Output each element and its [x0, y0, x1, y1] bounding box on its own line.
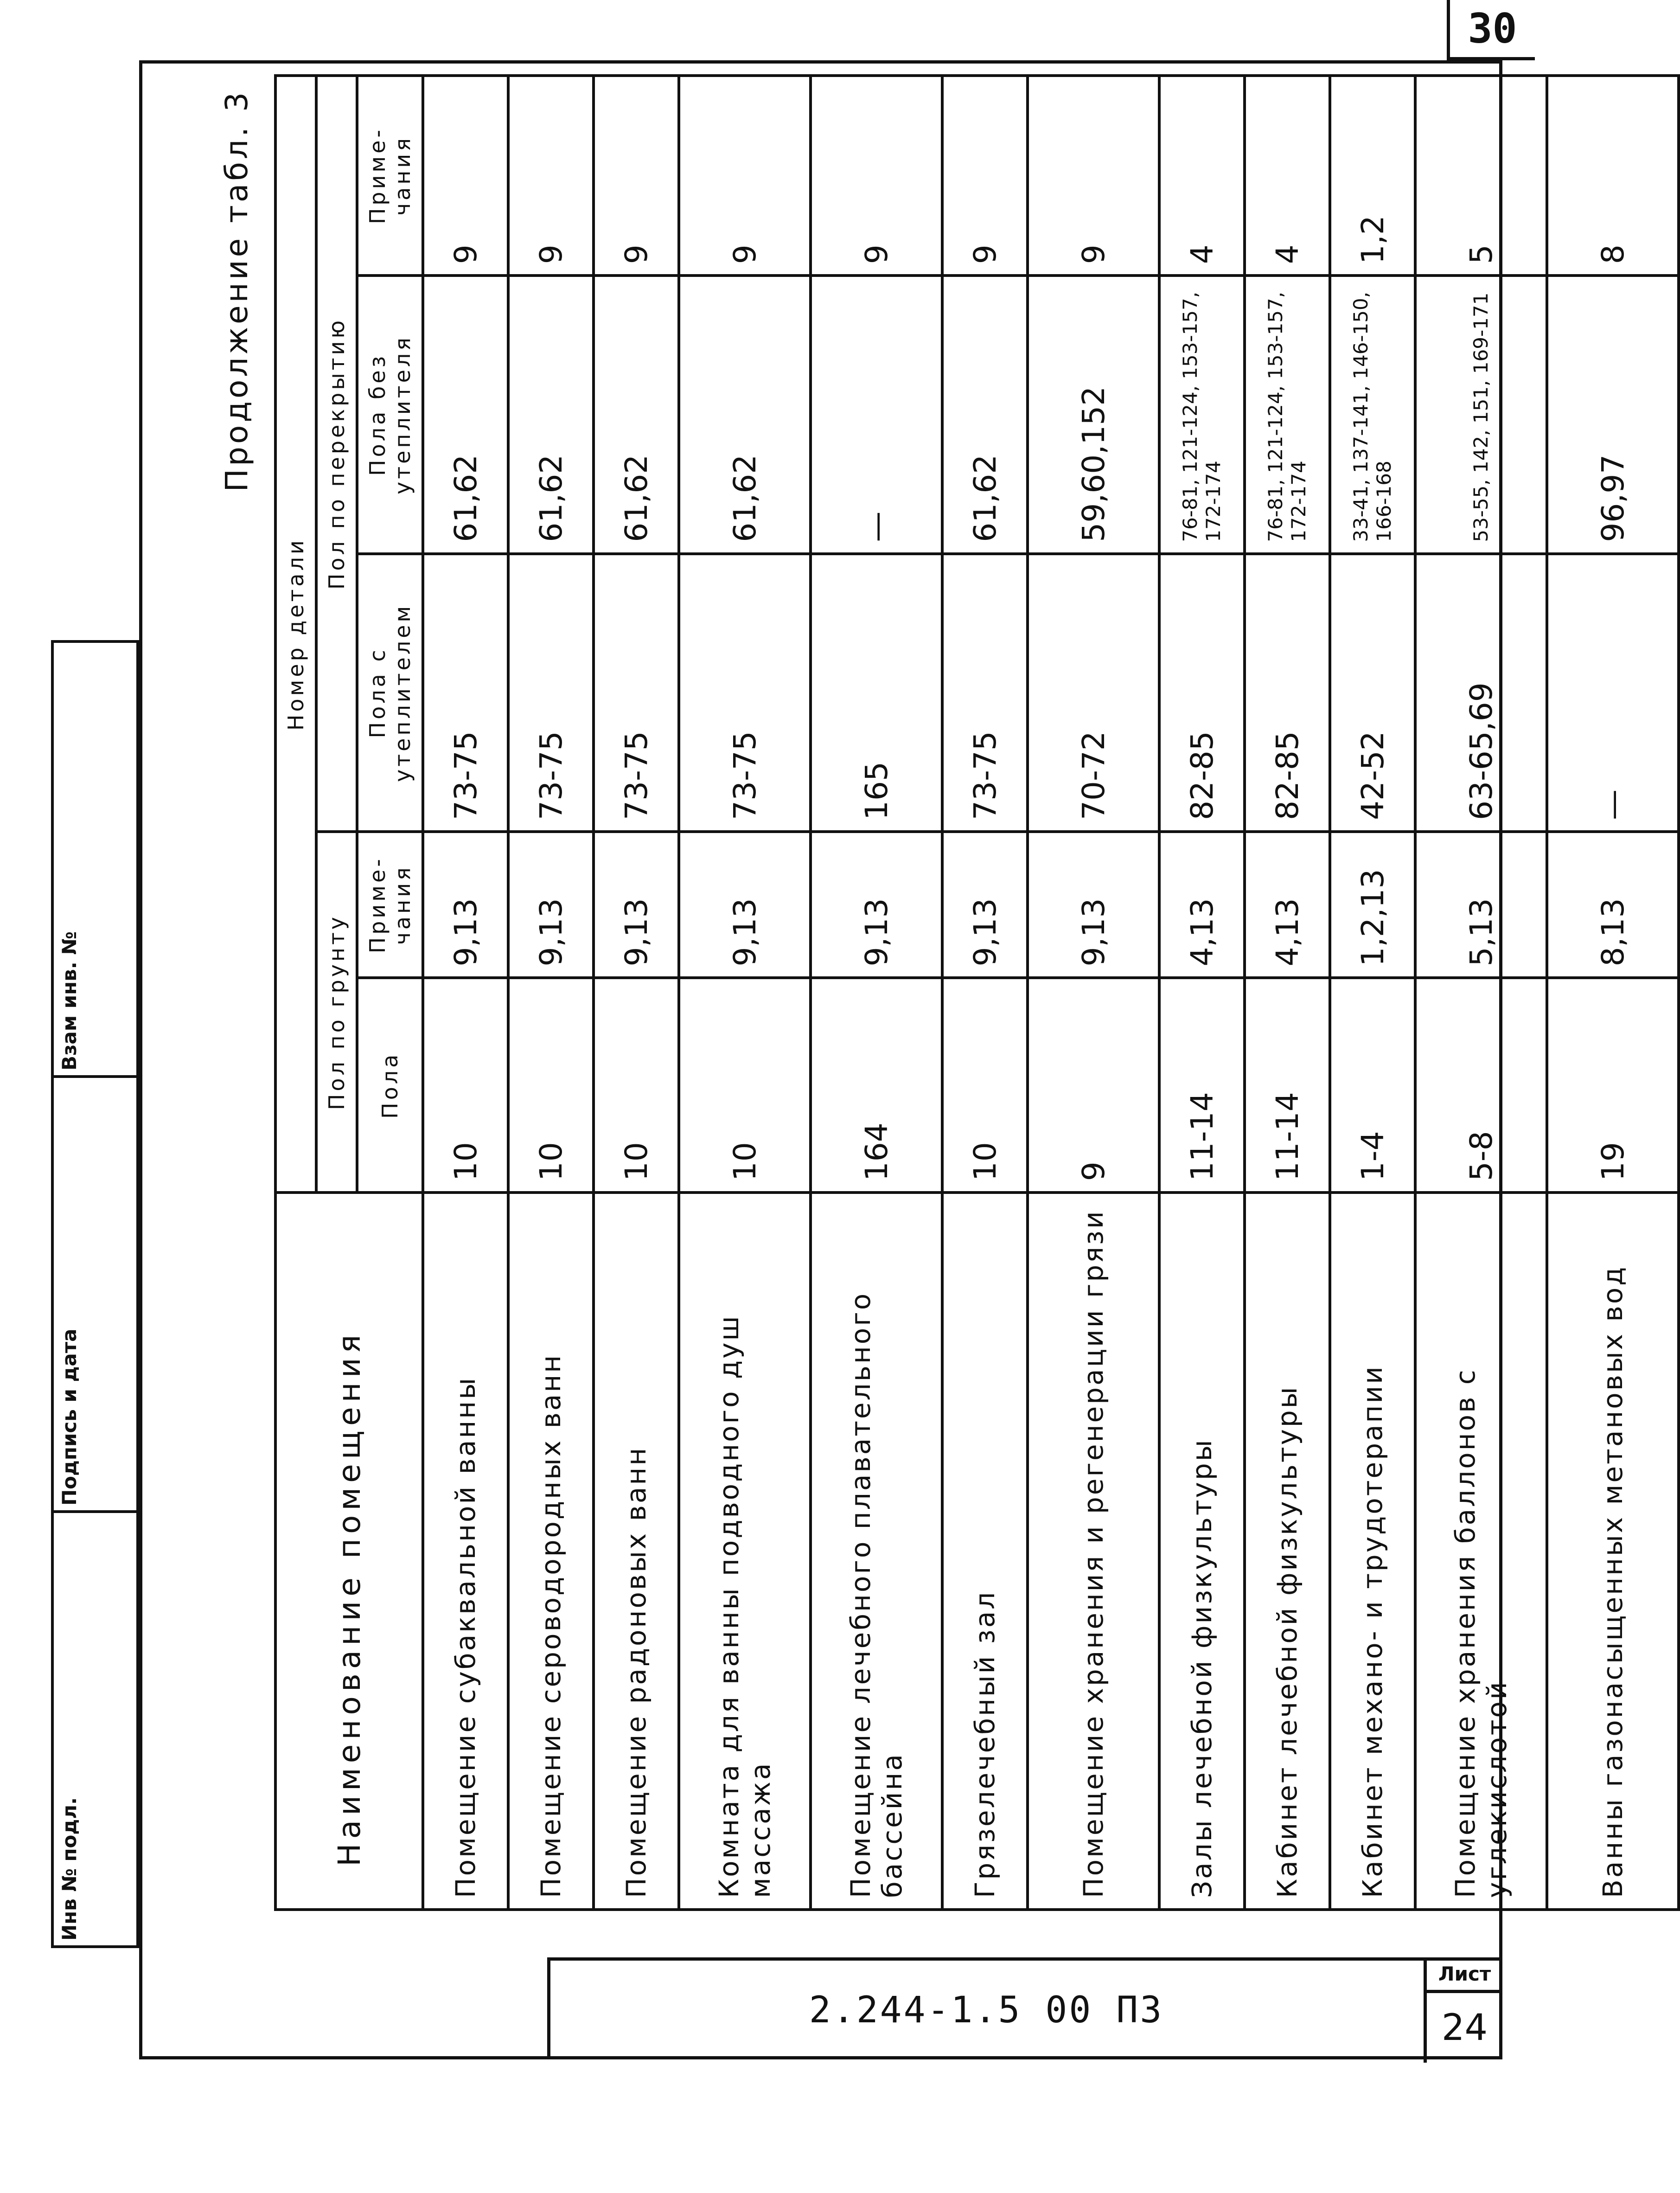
grunt-pola: 5-8 [1415, 978, 1547, 1193]
header-name: Наименование помещения [275, 1193, 423, 1910]
grunt-prim: 9,13 [594, 832, 679, 978]
bez-uteplitelya: 61,62 [423, 276, 508, 553]
grunt-prim: 9,13 [942, 832, 1028, 978]
table-row [1330, 76, 1415, 1910]
s-uteplitelem: 82-85 [1245, 554, 1330, 832]
grunt-pola: 10 [679, 978, 811, 1193]
s-uteplitelem: 70-72 [1028, 554, 1159, 832]
bez-uteplitelya: 96,97 [1547, 276, 1679, 553]
room-name: Помещение хранения и регенерации грязи [1028, 1193, 1159, 1910]
bez-uteplitelya: 61,62 [594, 276, 679, 553]
grunt-pola: 11-14 [1159, 978, 1245, 1193]
room-name: Ванны газонасыщенных метановых вод [1547, 1193, 1679, 1910]
stamp-vzam-inv: Взам инв. № [58, 931, 81, 1071]
grunt-prim: 9,13 [679, 832, 811, 978]
grunt-prim: 4,13 [1245, 832, 1330, 978]
room-name: Кабинет механо- и трудотерапии [1330, 1193, 1415, 1910]
bez-uteplitelya: 33-41, 137-141, 146-150, 166-168 [1330, 276, 1415, 553]
table-row [423, 76, 508, 1910]
table-row [811, 76, 942, 1910]
grunt-prim: 9,13 [1028, 832, 1159, 978]
grunt-pola: 9 [1028, 978, 1159, 1193]
header-pola: Пола [357, 978, 423, 1193]
bez-uteplitelya: 61,62 [679, 276, 811, 553]
header-pol-po-gruntu: Пол по грунту [316, 832, 357, 1193]
primechaniya: 4 [1159, 76, 1245, 276]
grunt-pola: 10 [423, 978, 508, 1193]
grunt-pola: 10 [508, 978, 594, 1193]
grunt-pola: 10 [942, 978, 1028, 1193]
sheet-number: 24 [1441, 2007, 1488, 2049]
grunt-pola: 10 [594, 978, 679, 1193]
room-name: Помещение радоновых ванн [594, 1193, 679, 1910]
s-uteplitelem: 73-75 [423, 554, 508, 832]
header-pola-s-uteplitelem: Пола с утеплителем [357, 554, 423, 832]
rotated-table-container [211, 74, 1631, 1911]
bez-uteplitelya: 53-55, 142, 151, 169-171 [1415, 276, 1547, 553]
table-row [1547, 76, 1679, 1910]
header-pola-bez-uteplitelya: Пола без утеплителя [357, 276, 423, 553]
bez-uteplitelya: 61,62 [942, 276, 1028, 553]
table-row [1028, 76, 1159, 1910]
grunt-prim: 9,13 [423, 832, 508, 978]
primechaniya: 9 [423, 76, 508, 276]
bez-uteplitelya: 76-81, 121-124, 153-157, 172-174 [1245, 276, 1330, 553]
primechaniya: 9 [679, 76, 811, 276]
room-name: Комната для ванны подводного душ массажа [679, 1193, 811, 1910]
s-uteplitelem: 63-65,69 [1415, 554, 1547, 832]
bez-uteplitelya: 61,62 [508, 276, 594, 553]
grunt-prim: 4,13 [1159, 832, 1245, 978]
primechaniya: 8 [1547, 76, 1679, 276]
s-uteplitelem: 73-75 [942, 554, 1028, 832]
s-uteplitelem: 73-75 [679, 554, 811, 832]
s-uteplitelem: 73-75 [508, 554, 594, 832]
room-name: Кабинет лечебной физкультуры [1245, 1193, 1330, 1910]
s-uteplitelem: — [1547, 554, 1679, 832]
stamp-inv-podl: Инв № подл. [58, 1797, 81, 1941]
stamp-cell-inv-podl [54, 1513, 136, 1945]
room-name: Залы лечебной физкультуры [1159, 1193, 1245, 1910]
stamp-column [51, 640, 139, 1948]
grunt-pola: 164 [811, 978, 942, 1193]
primechaniya: 5 [1415, 76, 1547, 276]
grunt-prim: 1,2,13 [1330, 832, 1415, 978]
primechaniya: 9 [811, 76, 942, 276]
header-primechaniya-2: Приме-чания [357, 76, 423, 276]
table-row [594, 76, 679, 1910]
primechaniya: 9 [1028, 76, 1159, 276]
room-name: Помещение сероводородных ванн [508, 1193, 594, 1910]
grunt-prim: 9,13 [508, 832, 594, 978]
grunt-pola: 1-4 [1330, 978, 1415, 1193]
grunt-prim: 8,13 [1547, 832, 1679, 978]
grunt-pola: 19 [1547, 978, 1679, 1193]
table-row [942, 76, 1028, 1910]
grunt-pola: 11-14 [1245, 978, 1330, 1193]
sheet-box [1424, 1957, 1502, 2063]
s-uteplitelem: 165 [811, 554, 942, 832]
floors-table [211, 74, 1680, 1911]
room-name: Грязелечебный зал [942, 1193, 1028, 1910]
table-row [679, 76, 811, 1910]
s-uteplitelem: 42-52 [1330, 554, 1415, 832]
stamp-podpis-data: Подпись и дата [58, 1328, 81, 1506]
sheet-label: Лист [1427, 1957, 1502, 1993]
stamp-cell-vzam-inv [54, 643, 136, 1078]
primechaniya: 9 [508, 76, 594, 276]
s-uteplitelem: 82-85 [1159, 554, 1245, 832]
table-row [1245, 76, 1330, 1910]
primechaniya: 9 [594, 76, 679, 276]
primechaniya: 4 [1245, 76, 1330, 276]
table-caption: Продолжение табл. 3 [218, 90, 255, 492]
s-uteplitelem: 73-75 [594, 554, 679, 832]
header-nomer-detali: Номер детали [275, 76, 316, 1193]
bez-uteplitelya: 76-81, 121-124, 153-157, 172-174 [1159, 276, 1245, 553]
bez-uteplitelya: 59,60,152 [1028, 276, 1159, 553]
table-row [1159, 76, 1245, 1910]
primechaniya: 1,2 [1330, 76, 1415, 276]
bez-uteplitelya: — [811, 276, 942, 553]
page-number: 30 [1447, 0, 1535, 60]
document-code: 2.244-1.5 00 ПЗ [809, 1989, 1164, 2031]
title-block [547, 1957, 1502, 2059]
table-row [508, 76, 594, 1910]
room-name: Помещение лечебного плавательного бассейна [811, 1193, 942, 1910]
grunt-prim: 5,13 [1415, 832, 1547, 978]
table-row [1415, 76, 1547, 1910]
primechaniya: 9 [942, 76, 1028, 276]
header-pol-po-perekrytiyu: Пол по перекрытию [316, 76, 357, 832]
room-name: Помещение хранения баллонов с углекислотой [1415, 1193, 1547, 1910]
grunt-prim: 9,13 [811, 832, 942, 978]
room-name: Помещение субаквальной ванны [423, 1193, 508, 1910]
stamp-cell-podpis [54, 1078, 136, 1513]
header-primechaniya-1: Приме-чания [357, 832, 423, 978]
